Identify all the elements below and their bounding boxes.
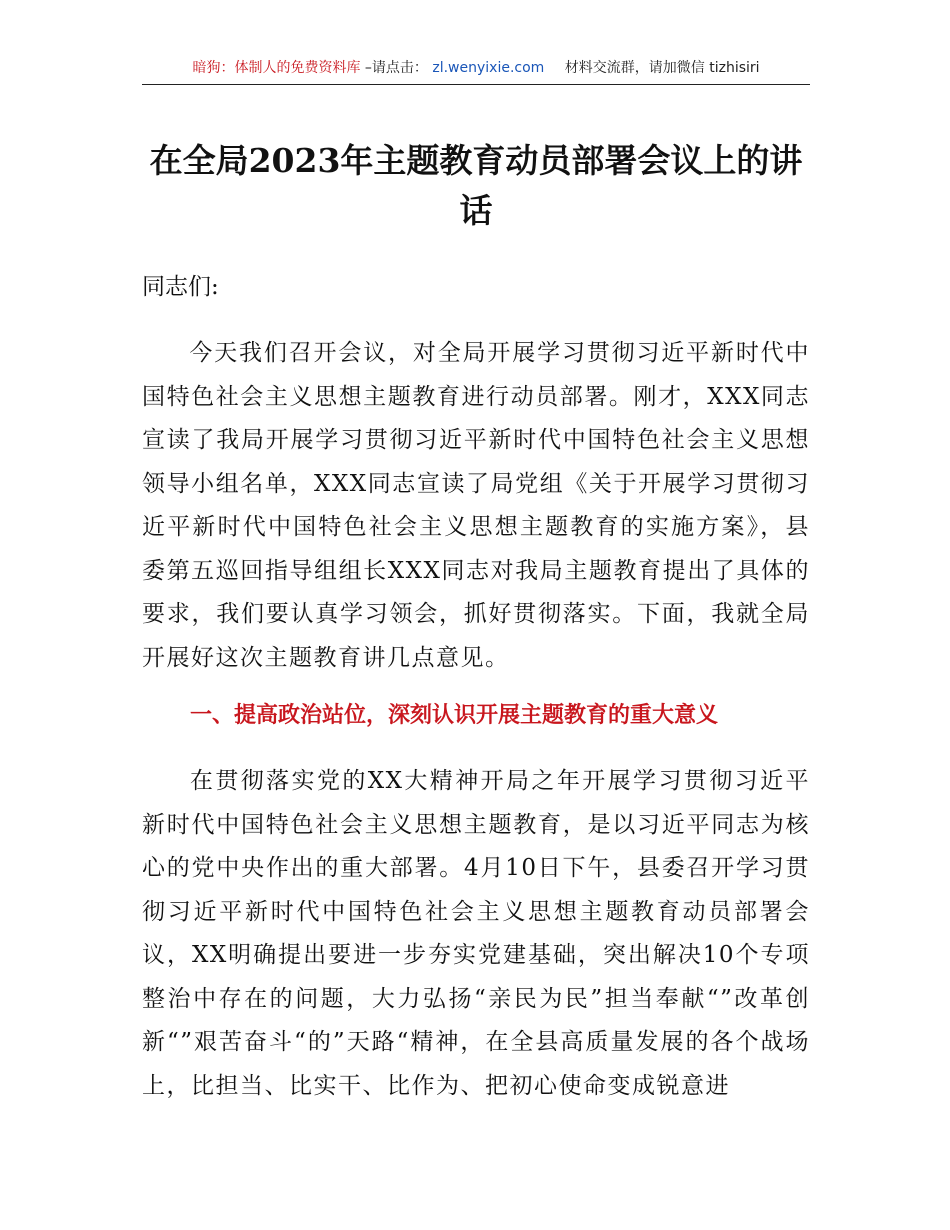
page-header [142, 56, 810, 85]
header-prompt: –请点击： [364, 60, 428, 76]
document-title: 在全局2023年主题教育动员部署会议上的讲话 [149, 141, 803, 230]
paragraph-intro [142, 332, 810, 680]
paragraph-intro-text: 今天我们召开会议，对全局开展学习贯彻习近平新时代中国特色社会主义思想主题教育进行动员部署。刚才，XXX同志宣读了我局开展学习贯彻习近平新时代中国特色社会主义思想领导小组名单，XXX同志宣读了局党组《关于开展学习贯彻习近平新时代中国特色社会主义思想主题教育的实施方案》，县委第五巡回指导组组长XXX同志对我局主题教育提出了具体的要求，我们要认真学习领会，抓好贯彻落实。下面，我就全局开展好这次主题教育讲几点意见。 [142, 340, 810, 671]
header-contact: 材料交流群，请加微信 tizhisiri [564, 60, 760, 76]
section-heading: 一、提高政治站位，深刻认识开展主题教育的重大意义 [190, 703, 719, 728]
paragraph-body-text: 在贯彻落实党的XX大精神开局之年开展学习贯彻习近平新时代中国特色社会主义思想主题教育，是以习近平同志为核心的党中央作出的重大部署。4月10日下午，县委召开学习贯彻习近平新时代中国特色社会主义思想主题教育动员部署会议，XX明确提出要进一步夯实党建基础，突出解决10个专项整治中存在的问题，大力弘扬“亲民为民”担当奉献“”改革创新“”艰苦奋斗“的”天路“精神，在全县高质量发展的各个战场上，比担当、比实干、比作为、把初心使命变成锐意进 [142, 768, 810, 1099]
header-url-link[interactable]: zl.wenyixie.com [432, 60, 545, 76]
header-brand: 暗狗：体制人的免费资料库 [192, 60, 361, 76]
paragraph-body [142, 760, 810, 1108]
greeting: 同志们: [142, 274, 219, 300]
